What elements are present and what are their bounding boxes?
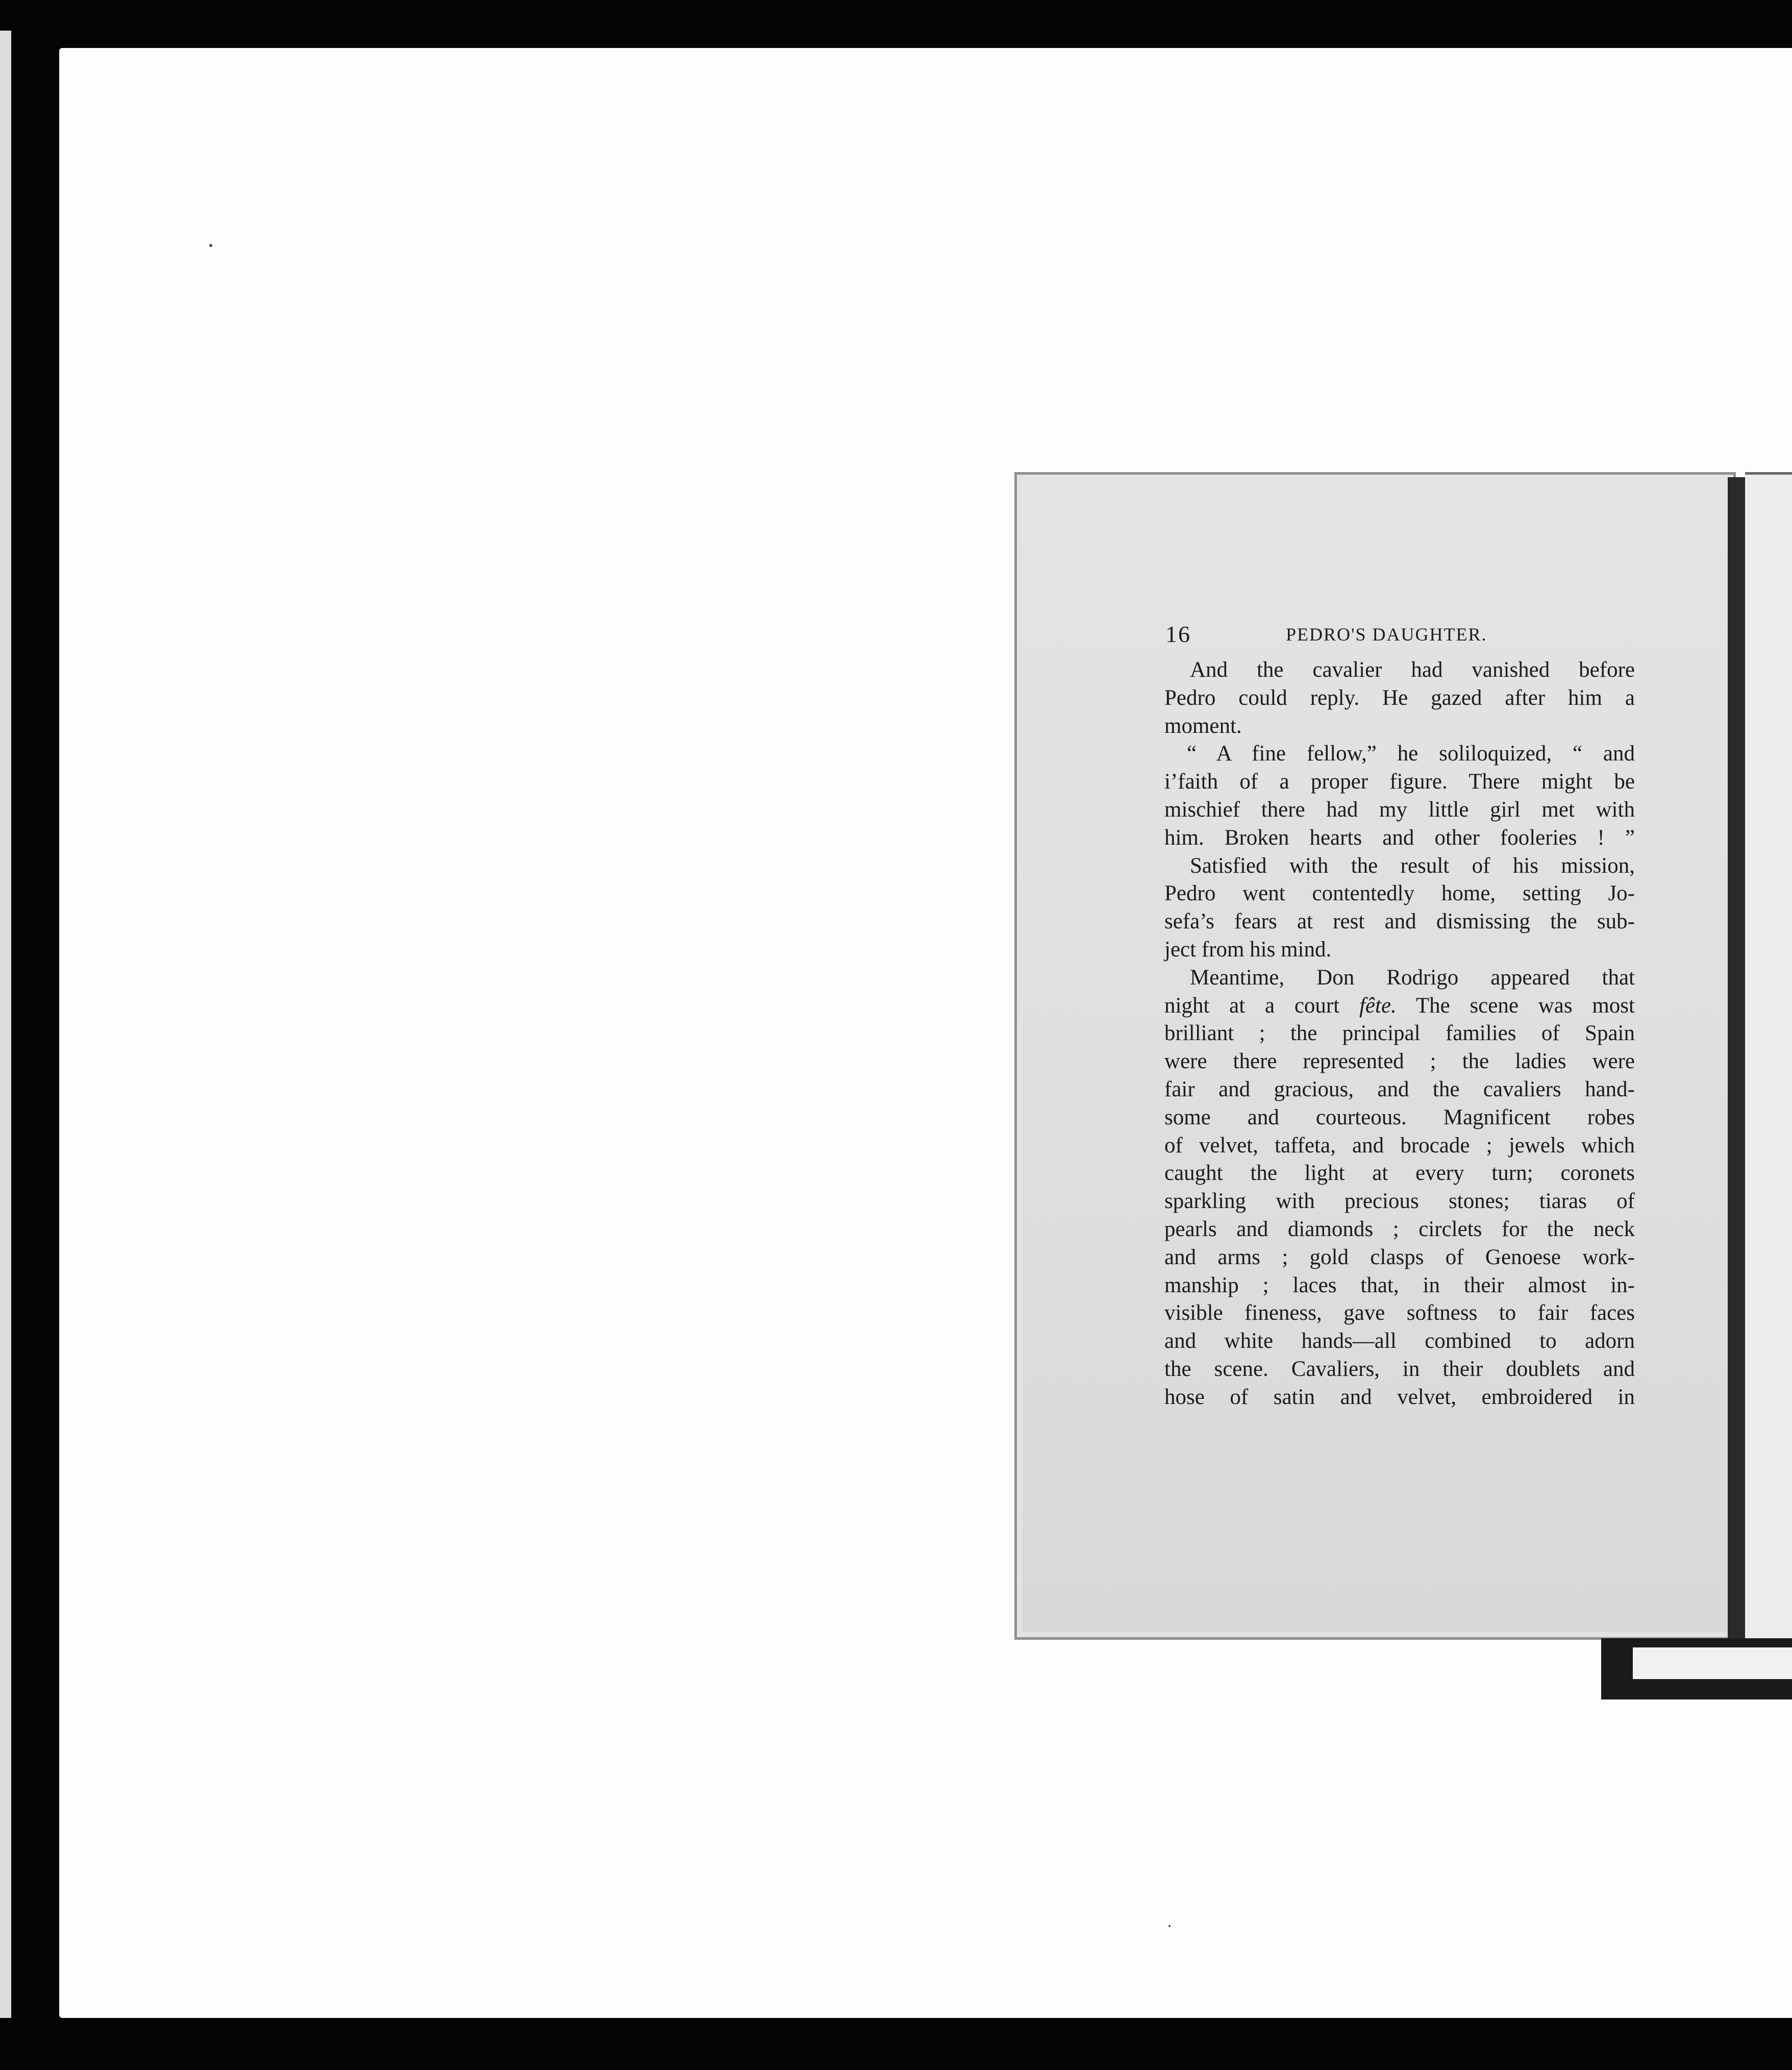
text-line: of velvet, taffeta, and brocade ; jewels which bbox=[1164, 1133, 1635, 1157]
text-line: pearls and diamonds ; circlets for the neck bbox=[1164, 1217, 1635, 1241]
text-line: brilliant ; the principal families of Spain bbox=[1164, 1021, 1635, 1046]
text-line: “ A fine fellow,” he soliloquized, “ and bbox=[1187, 742, 1635, 766]
text-line: him. Broken hearts and other fooleries ! ” bbox=[1164, 825, 1635, 850]
book-spine-shadow bbox=[1728, 477, 1745, 1642]
film-edge-strip bbox=[0, 31, 11, 2041]
text-line-fete bbox=[1164, 992, 1635, 1020]
book-spine bbox=[1745, 472, 1792, 1641]
text-line: and arms ; gold clasps of Genoese work- bbox=[1164, 1245, 1635, 1269]
text-line: mischief there had my little girl met with bbox=[1164, 797, 1635, 822]
text-line: were there represented ; the ladies were bbox=[1164, 1049, 1635, 1074]
paragraph-4 bbox=[1164, 964, 1635, 1412]
text-line: i’faith of a proper figure. There might be bbox=[1164, 770, 1635, 794]
text-fragment: The scene was most bbox=[1396, 993, 1635, 1018]
text-line: Meantime, Don Rodrigo appeared that bbox=[1190, 965, 1635, 990]
dust-speck bbox=[209, 244, 212, 247]
dust-speck bbox=[1168, 1925, 1171, 1927]
text-fragment: night at a court bbox=[1164, 993, 1359, 1018]
text-line: hose of satin and velvet, embroidered in bbox=[1164, 1385, 1635, 1409]
film-border-bottom bbox=[0, 2018, 1792, 2070]
film-border-top bbox=[0, 0, 1792, 48]
page-number: 16 bbox=[1165, 621, 1191, 647]
text-line: some and courteous. Magnificent robes bbox=[1164, 1105, 1635, 1129]
text-line: manship ; laces that, in their almost in- bbox=[1164, 1273, 1635, 1297]
text-line: fair and gracious, and the cavaliers hand- bbox=[1164, 1077, 1635, 1101]
text-line: and white hands—all combined to adorn bbox=[1164, 1329, 1635, 1353]
text-line: the scene. Cavaliers, in their doublets and bbox=[1164, 1357, 1635, 1381]
text-line: Pedro could reply. He gazed after him a bbox=[1164, 685, 1635, 710]
paragraph-1 bbox=[1164, 656, 1635, 740]
running-title: PEDRO'S DAUGHTER. bbox=[1286, 624, 1487, 645]
page-text bbox=[1164, 621, 1635, 1412]
paragraph-3 bbox=[1164, 852, 1635, 964]
text-line: ject from his mind. bbox=[1164, 937, 1332, 962]
paragraph-2 bbox=[1164, 740, 1635, 852]
text-line: And the cavalier had vanished before bbox=[1190, 658, 1635, 682]
text-line: visible fineness, gave softness to fair faces bbox=[1164, 1301, 1635, 1325]
running-head bbox=[1164, 621, 1635, 656]
text-line: sefa’s fears at rest and dismissing the sub- bbox=[1164, 909, 1635, 934]
text-line: moment. bbox=[1164, 713, 1242, 738]
text-line: Pedro went contentedly home, setting Jo- bbox=[1164, 881, 1635, 906]
text-line: Satisfied with the result of his mission, bbox=[1190, 853, 1635, 878]
italic-word: fête. bbox=[1359, 993, 1397, 1018]
book-base bbox=[1633, 1647, 1792, 1679]
text-line: sparkling with precious stones; tiaras of bbox=[1164, 1189, 1635, 1214]
text-line: caught the light at every turn; coronets bbox=[1164, 1161, 1635, 1186]
